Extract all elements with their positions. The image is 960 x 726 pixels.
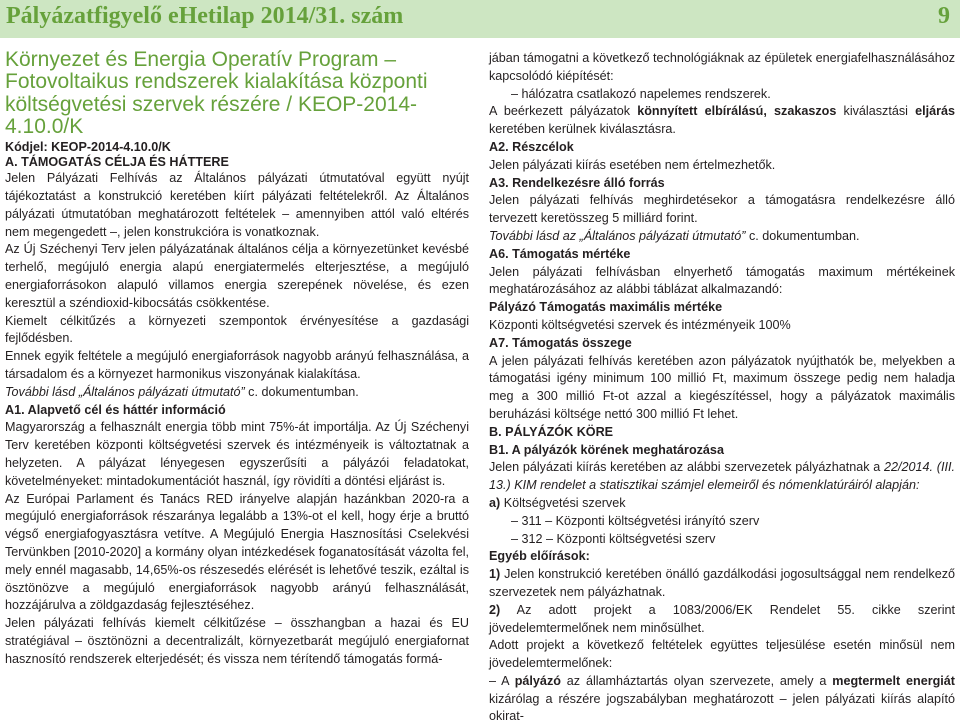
paragraph: jában támogatni a következő technológiáknak az épületek energiafelhasználásához kapcsolódó kiépítését: — [489, 51, 955, 83]
table-header: Pályázó Támogatás maximális mértéke — [489, 300, 723, 315]
bold-run: eljárás — [915, 104, 956, 119]
a7-heading: A7. Támogatás összege — [489, 335, 632, 350]
list-item: – 311 – Központi költségvetési irányító szerv — [511, 513, 760, 528]
program-title: Környezet és Energia Operatív Program – Fotovoltaikus rendszerek kialakítása központi költségvetési szervek részére / KEOP-2014-4.10.0/K — [5, 48, 428, 138]
table-row: Központi költségvetési szervek és intézményeik 100% — [489, 317, 791, 332]
paragraph: Magyarország a felhasznált energia több mint 75%-át importálja. Az Új Széchenyi Terv keretében központi költségvetési szervek és intézményeik is változtatnak a helyzeten. A pályázat lényegesen egyszerűsíti a pályázói feladatokat, követelményeket: mintadokumentációt használ, így rövidíti a döntési eljárást is. — [5, 420, 469, 488]
a6-heading: A6. Támogatás mértéke — [489, 246, 631, 261]
section-b-heading: B. PÁLYÁZÓK KÖRE — [489, 424, 614, 439]
page-number: 9 — [938, 3, 950, 29]
text-run: az államháztartás olyan szervezete, amely a — [560, 673, 833, 688]
paragraph — [489, 103, 955, 139]
list-marker: a) — [489, 495, 501, 510]
a3-heading: A3. Rendelkezésre álló forrás — [489, 175, 665, 190]
section-a-heading: A. TÁMOGATÁS CÉLJA ÉS HÁTTERE — [5, 155, 229, 170]
text-run: kiválasztási — [836, 104, 916, 119]
text-run: A beérkezett pályázatok — [489, 104, 638, 119]
paragraph — [489, 228, 955, 246]
publication-title: Pályázatfigyelő eHetilap 2014/31. szám — [6, 3, 404, 29]
text-run: Jelen pályázati kiírás keretében az alábbi szervezetek pályázhatnak a — [489, 460, 885, 475]
reference-suffix: c. dokumentumban. — [244, 384, 359, 399]
paragraph: Jelen pályázati kiírás esetében nem értelmezhetők. — [489, 157, 776, 172]
list-marker: 1) — [489, 567, 501, 582]
italic-run: 22/2014. (III. 13.) KIM rendelet a statisztikai számjel elemeiről és nómenklatúráiról alapján: — [489, 460, 955, 493]
text-run: Jelen konstrukció keretében önálló gazdálkodási jogosultsággal nem rendelkező szervezetek nem pályázhatnak. — [489, 567, 955, 599]
text-run: Költségvetési szervek — [500, 495, 626, 510]
paragraph: Jelen pályázati felhívás kiemelt célkitűzése – összhangban a hazai és EU stratégiával – ösztönözni a decentralizált, környezetbarát megújuló energiafornat hasznosító rendszerek elterjedését; és vissza nem térítendő támogatás formá- — [5, 616, 469, 666]
paragraph: Jelen pályázati felhívásban elnyerhető támogatás maximum mértékeinek meghatározásához az alábbi táblázat alkalmazandó: — [489, 264, 955, 297]
a2-heading: A2. Részcélok — [489, 139, 574, 154]
subheading: Egyéb előírások: — [489, 549, 590, 564]
list-item — [489, 495, 955, 513]
paragraph: Kiemelt célkitűzés a környezeti szempontok érvényesítése a gazdasági fejlődésben. — [5, 313, 469, 346]
paragraph: Adott projekt a következő feltételek együttes teljesülése esetén minősül nem jövedelemtermelőnek: — [489, 638, 955, 671]
list-item — [489, 566, 955, 602]
paragraph: Az Európai Parlament és Tanács RED irányelve alapján hazánkban 2020-ra a megújuló energiaforrások részaránya legalább a 13%-ot el kell, hogy érje a bruttó végső energiafogyasztásra vetítve. A Megújuló Energia Hasznosítási Cselekvési Tervünkben [2010-2020] a kormány olyan intézkedések foganatosítását vázolta fel, mely ennél magasabb, 14,65%-os részesedés elérését is lehetővé teszik, ezáltal is ösztönözve a megújuló energiaforrások nagyobb arányú felhasználását, hozzájárulva a zöldgazdaság fejlesztéséhez. — [5, 491, 469, 613]
a1-heading: A1. Alapvető cél és háttér információ — [5, 402, 226, 417]
paragraph — [489, 673, 955, 726]
text-run: kizárólag a részére jogszabályban meghatározott – jelen pályázati kiírás alapító okirat- — [489, 691, 955, 724]
right-column — [489, 50, 955, 726]
paragraph: Az Új Széchenyi Terv jelen pályázatának általános célja a környezetünket kevésbé terhelő, megújuló energia alapú energiatermelés elterjesztése, a megújuló energiaforrásokon alapuló villamos energia szerepének növelése, és ezen keresztül a széndioxid-kibocsátás csökkentése. — [5, 242, 469, 310]
text-run: Az adott projekt a 1083/2006/EK Rendelet 55. cikke szerint jövedelemtermelőnek nem minősülhet. — [489, 602, 955, 635]
list-item: – 312 – Központi költségvetési szerv — [511, 531, 716, 546]
program-code: Kódjel: KEOP-2014-4.10.0/K — [5, 140, 171, 155]
text-run: keretében kerülnek kiválasztásra. — [489, 122, 676, 137]
list-item: – hálózatra csatlakozó napelemes rendszerek. — [511, 86, 771, 101]
list-item — [489, 602, 955, 638]
bold-run: pályázó — [514, 673, 561, 688]
text-run: – A — [489, 673, 515, 688]
paragraph: Ennek egyik feltétele a megújuló energiaforrások nagyobb arányú felhasználása, a társadalom és a környezet harmonikus viszonyának kialakítása. — [5, 349, 469, 381]
bold-run: megtermelt energiát — [832, 673, 955, 688]
italic-reference: További lásd „Általános pályázati útmutató” — [5, 384, 245, 399]
paragraph — [489, 459, 955, 495]
list-marker: 2) — [489, 602, 501, 617]
italic-reference: További lásd az „Általános pályázati útmutató” — [489, 228, 746, 243]
bold-run: könnyített elbírálású, szakaszos — [637, 104, 837, 119]
paragraph: A jelen pályázati felhívás keretében azon pályázatok nyújthatók be, melyekben a támogatási igény minimum 100 millió Ft, maximum összege pedig nem haladja meg a 300 millió Ft-ot azzal a kiegészítéssel, hogy a pályázatok maximális beruházási költsége nettó 300 millió Ft lehet. — [489, 353, 955, 421]
paragraph: Jelen pályázati felhívás meghirdetésekor a támogatásra rendelkezésre álló tervezett keretösszeg 5 milliárd forint. — [489, 193, 955, 226]
page-header — [0, 0, 960, 38]
paragraph — [5, 384, 469, 402]
reference-suffix: c. dokumentumban. — [745, 228, 860, 243]
b1-heading: B1. A pályázók körének meghatározása — [489, 442, 724, 457]
paragraph: Jelen Pályázati Felhívás az Általános pályázati útmutatóval együtt nyújt tájékoztatást a konstrukció keretében kiírt pályázati feltételekről. Az Általános pályázati útmutatóban meghatározott feltételek – amennyiben attól való eltérés nem megengedett –, jelen konstrukcióra is vonatkoznak. — [5, 171, 469, 239]
left-column — [5, 49, 469, 669]
